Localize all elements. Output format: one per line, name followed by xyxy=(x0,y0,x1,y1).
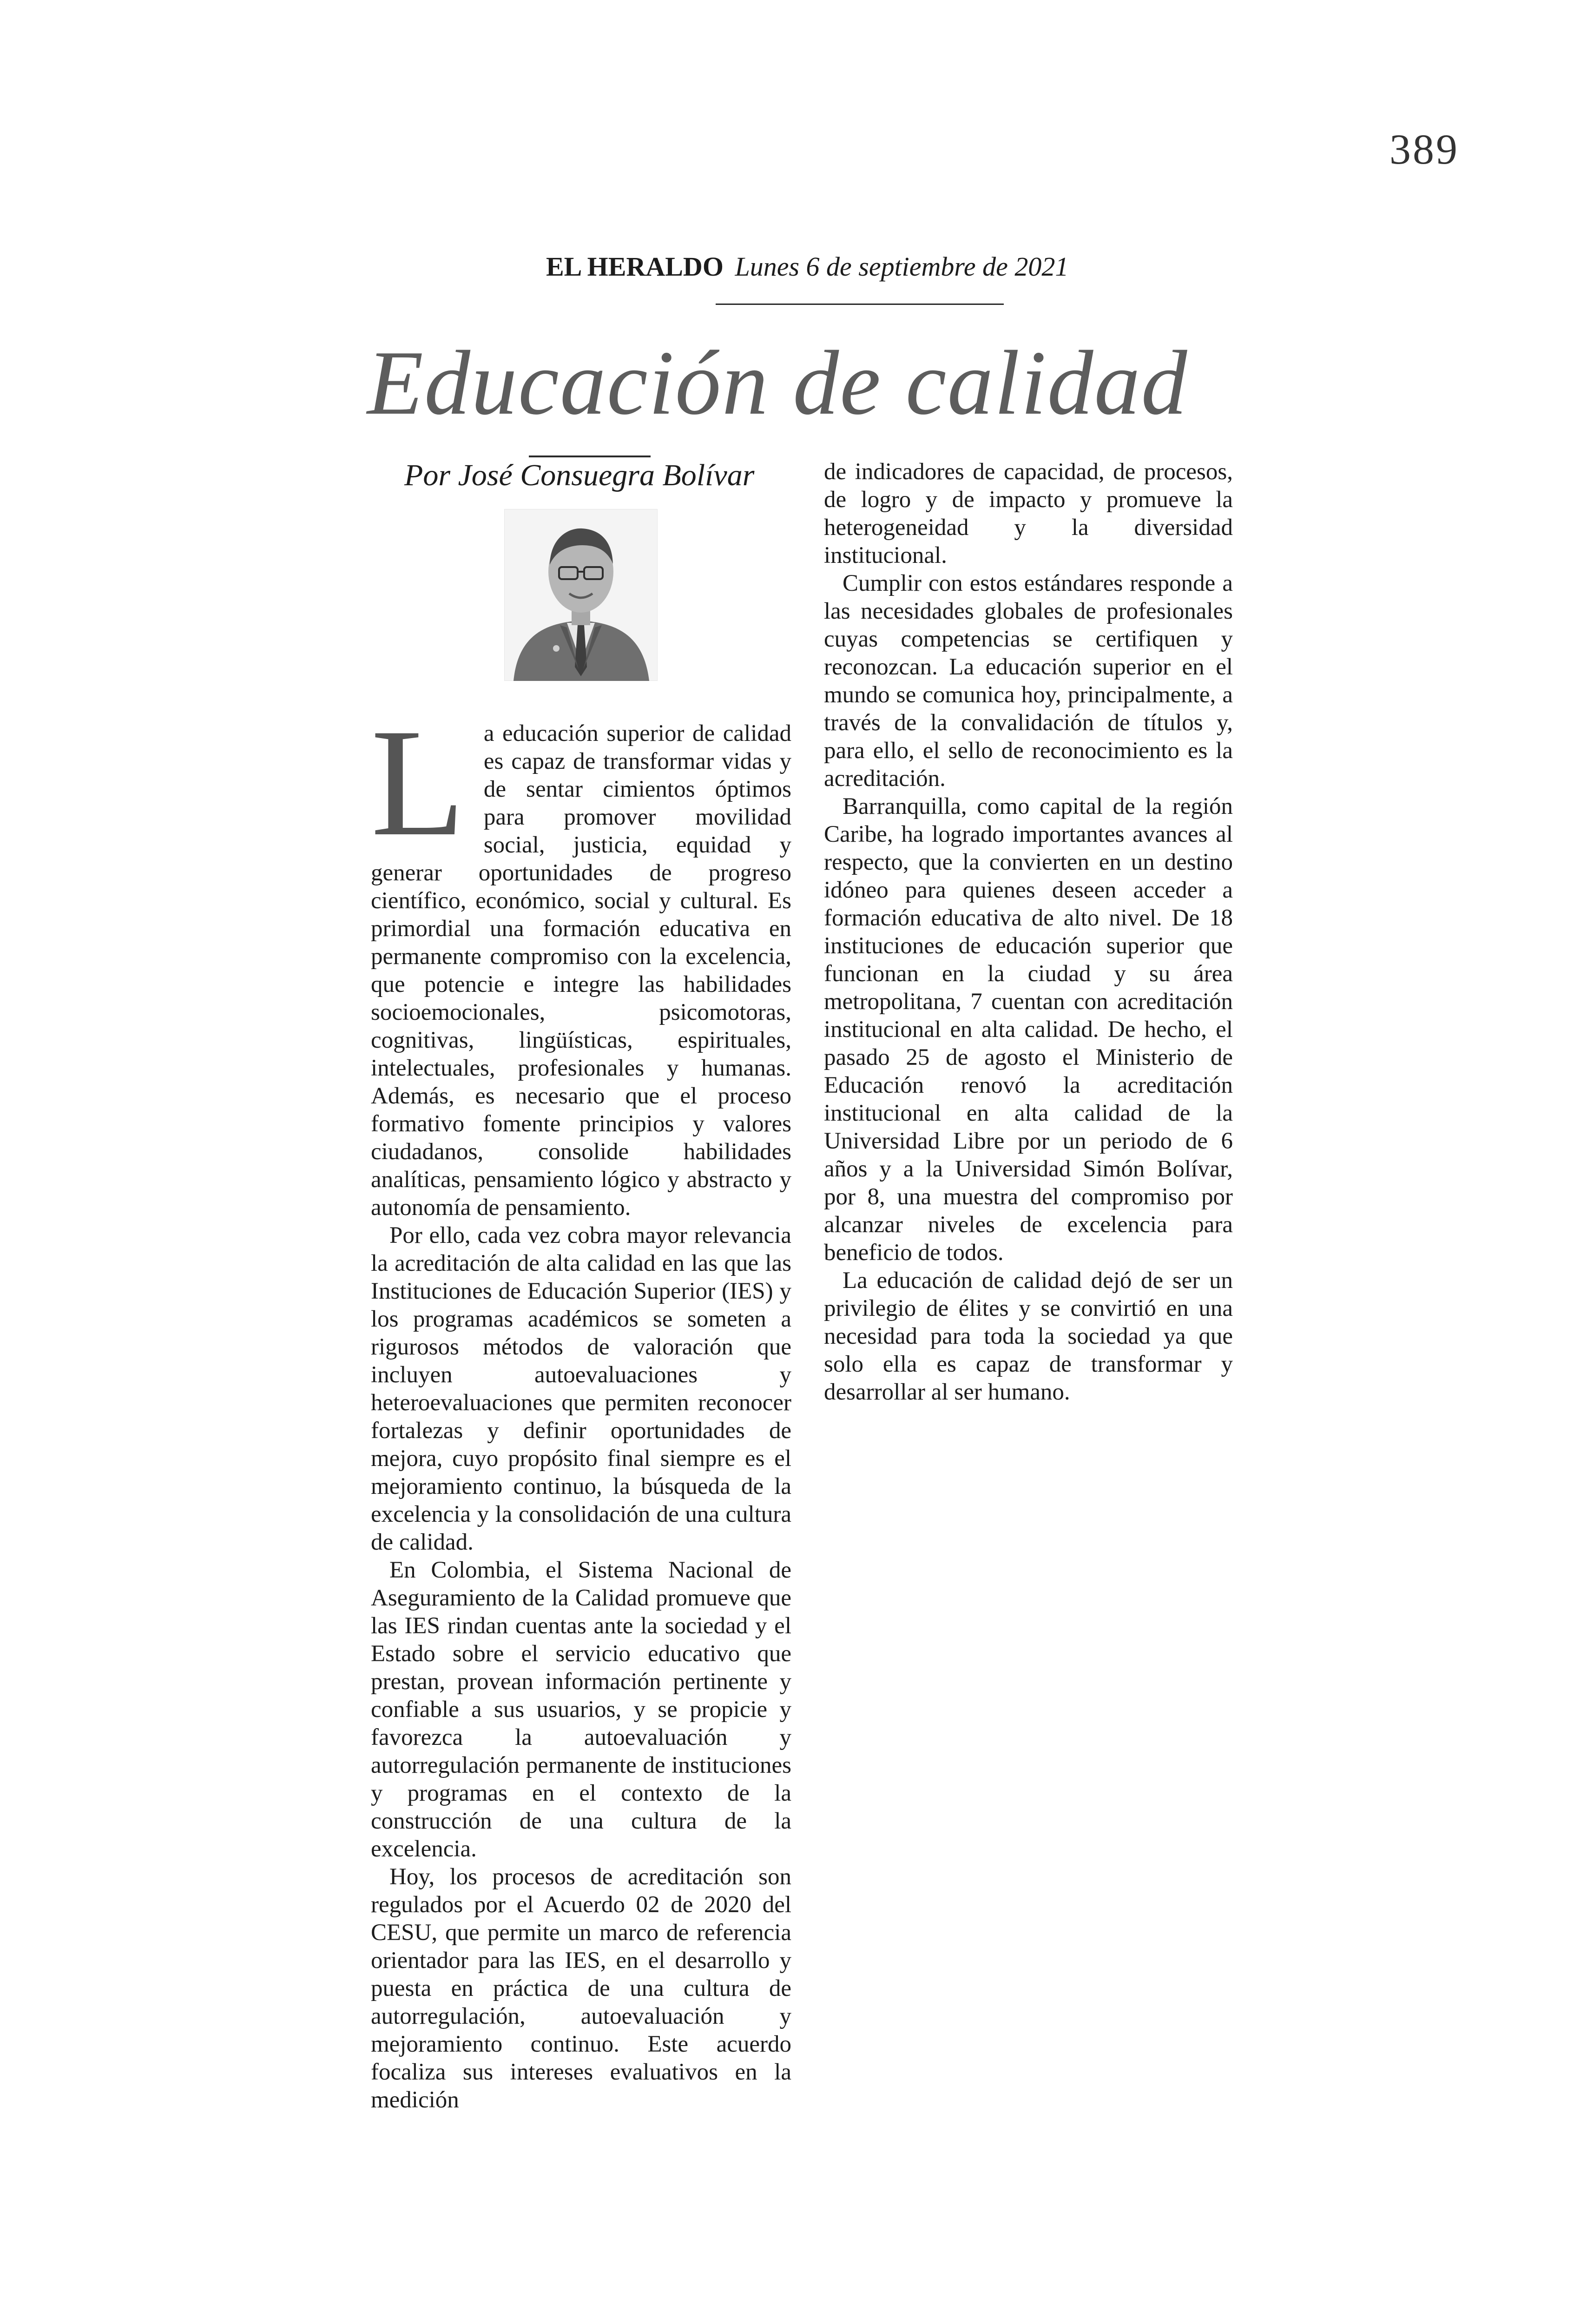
article-paragraph: Por ello, cada vez cobra mayor relevancia la acreditación de alta calidad en las que las Instituciones de Educación Superior (IES) y los programas académicos se someten a rigurosos métodos de valoración que incluyen autoevaluaciones y heteroevaluaciones que permiten reconocer fortalezas y definir oportunidades de mejora, cuyo propósito final siempre es el mejoramiento continuo, la búsqueda de la excelencia y la consolidación de una cultura de calidad. xyxy=(371,1222,791,1555)
page-number: 389 xyxy=(1389,125,1459,173)
article-column-right xyxy=(824,458,1233,1406)
masthead xyxy=(546,251,1069,282)
article-paragraph xyxy=(371,697,791,1221)
newspaper-name: EL HERALDO xyxy=(546,251,724,282)
article-paragraph: Hoy, los procesos de acreditación son regulados por el Acuerdo 02 de 2020 del CESU, que permite un marco de referencia orientador para las IES, en el desarrollo y puesta en práctica de una cultura de autorregulación, autoevaluación y mejoramiento continuo. Este acuerdo focaliza sus intereses evaluativos en la medición xyxy=(371,1864,791,2113)
masthead-divider xyxy=(716,304,1004,305)
publication-date: Lunes 6 de septiembre de 2021 xyxy=(735,251,1069,282)
article-paragraph: La educación de calidad dejó de ser un privilegio de élites y se convirtió en una necesidad para toda la sociedad ya que solo ella es capaz de transformar y desarrollar al ser humano. xyxy=(824,1268,1233,1405)
drop-cap: L xyxy=(371,697,465,868)
article-paragraph: En Colombia, el Sistema Nacional de Aseguramiento de la Calidad promueve que las IES rindan cuentas ante la sociedad y el Estado sobre el servicio educativo que prestan, provean información pertinente y confiable a sus usuarios, y se propicie y favorezca la autoevaluación y autorregulación permanente de instituciones y programas en el contexto de la construcción de una cultura de la excelencia. xyxy=(371,1557,791,1862)
author-photo xyxy=(504,509,658,681)
article-headline: Educación de calidad xyxy=(367,332,1188,434)
article-paragraph: Barranquilla, como capital de la región Caribe, ha logrado importantes avances al respecto, que la convierten en un destino idóneo para quienes deseen acceder a formación educativa de alto nivel. De 18 instituciones de educación superior que funcionan en la ciudad y su área metropolitana, 7 cuentan con acreditación institucional en alta calidad. De hecho, el pasado 25 de agosto el Ministerio de Educación renovó la acreditación institucional en alta calidad de la Universidad Libre por un periodo de 6 años y a la Universidad Simón Bolívar, por 8, una muestra del compromiso por alcanzar niveles de excelencia para beneficio de todos. xyxy=(824,793,1233,1266)
byline-divider xyxy=(529,456,651,457)
paragraph-text: a educación superior de calidad es capaz de transformar vidas y de sentar cimientos óptimos para promover movilidad social, justicia, equidad y generar oportunidades de progreso científico, económico, social y cultural. Es primordial una formación educativa en permanente compromiso con la excelencia, que potencie e integre las habilidades socioemocionales, psicomotoras, cognitivas, lingüísticas, espirituales, intelectuales, profesionales y humanas. Además, es necesario que el proceso formativo fomente principios y valores ciudadanos, consolide habilidades analíticas, pensamiento lógico y abstracto y autonomía de pensamiento. xyxy=(371,720,791,1221)
article-column-left xyxy=(371,697,791,2114)
article-paragraph: de indicadores de capacidad, de procesos, de logro y de impacto y promueve la heterogeneidad y la diversidad institucional. xyxy=(824,459,1233,568)
article-paragraph: Cumplir con estos estándares responde a las necesidades globales de profesionales cuyas competencias se certifiquen y reconozcan. La educación superior en el mundo se comunica hoy, principalmente, a través de la convalidación de títulos y, para ello, el sello de reconocimiento es la acreditación. xyxy=(824,570,1233,792)
article-byline: Por José Consuegra Bolívar xyxy=(404,458,755,492)
